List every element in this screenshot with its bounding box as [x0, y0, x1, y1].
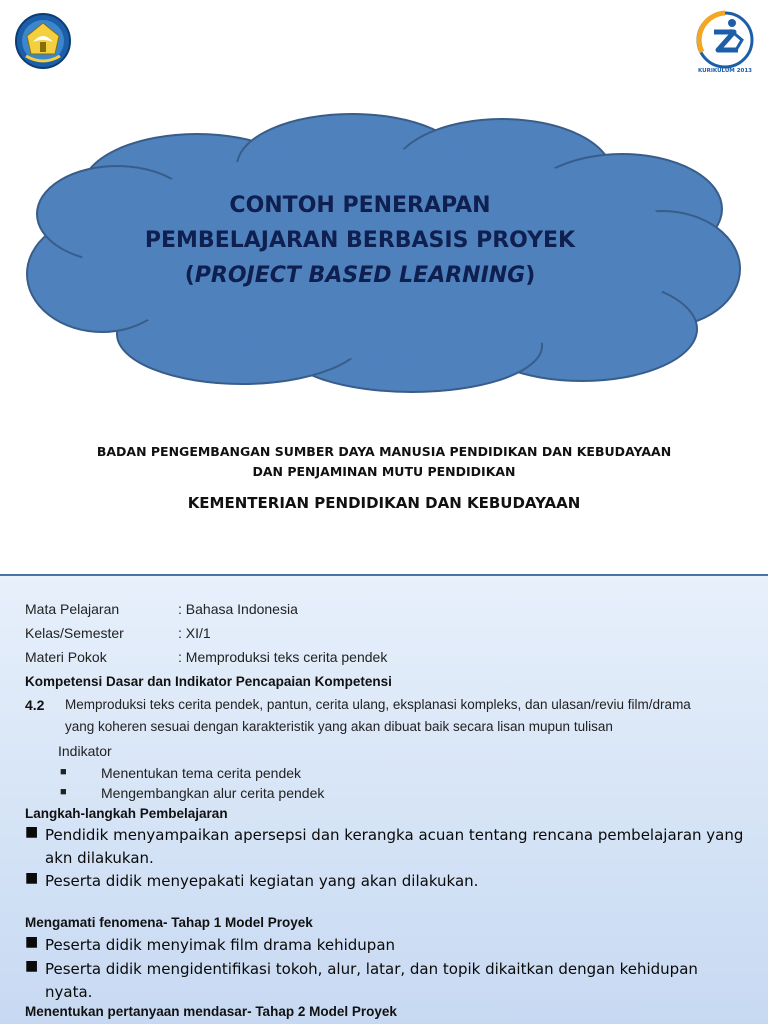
subject-label: Mata Pelajaran: [25, 601, 120, 617]
class-value: : XI/1: [178, 625, 211, 641]
phase1-text: Peserta didik menyimak film drama kehidupan: [45, 936, 396, 954]
class-label: Kelas/Semester: [25, 625, 124, 641]
agency-line-1: BADAN PENGEMBANGAN SUMBER DAYA MANUSIA PENDIDIKAN DAN KEBUDAYAAN: [96, 444, 672, 459]
topic-value: : Memproduksi teks cerita pendek: [178, 649, 388, 665]
square-bullet-icon: ■: [25, 870, 39, 886]
square-bullet-icon: ■: [60, 766, 67, 778]
kd-line-1: Memproduksi teks cerita pendek, pantun, cerita ulang, eksplanasi kompleks, dan ulasan/reviu film/drama: [65, 697, 691, 712]
topic-row: [0, 649, 768, 669]
title-paren-close: ): [525, 263, 536, 288]
title-line-1: CONTOH PENERAPAN: [229, 193, 491, 218]
agency-line-2: DAN PENJAMINAN MUTU PENDIDIKAN: [252, 464, 516, 479]
title-line-2: PEMBELAJARAN BERBASIS PROYEK: [144, 228, 576, 253]
title-italic: PROJECT BASED LEARNING: [194, 263, 526, 288]
indicator-text: Mengembangkan alur cerita pendek: [101, 785, 325, 801]
step-text: Peserta didik menyepakati kegiatan yang akan dilakukan.: [45, 872, 479, 890]
kurikulum-2013-logo-icon: [694, 10, 756, 76]
square-bullet-icon: ■: [25, 824, 39, 840]
title-line-3: [110, 258, 610, 293]
competency-heading: Kompetensi Dasar dan Indikator Pencapaian Kompetensi: [25, 674, 392, 689]
steps-heading: Langkah-langkah Pembelajaran: [25, 806, 228, 821]
subject-row: [0, 601, 768, 621]
kd-number: 4.2: [25, 697, 45, 713]
tut-wuri-handayani-emblem-icon: [14, 12, 72, 70]
indicator-label: Indikator: [58, 743, 112, 759]
square-bullet-icon: ■: [25, 934, 39, 950]
class-row: [0, 625, 768, 645]
topic-label: Materi Pokok: [25, 649, 107, 665]
lesson-page: [0, 576, 768, 1024]
phase2-heading: Menentukan pertanyaan mendasar- Tahap 2 Model Proyek: [25, 1004, 397, 1019]
square-bullet-icon: ■: [25, 958, 39, 974]
phase1-text: Peserta didik mengidentifikasi tokoh, alur, latar, dan topik dikaitkan dengan kehidupan nyata.: [45, 960, 698, 1001]
step-text: Pendidik menyampaikan apersepsi dan kerangka acuan tentang rencana pembelajaran yang akn dilakukan.: [45, 826, 744, 867]
phase1-heading: Mengamati fenomena- Tahap 1 Model Proyek: [25, 915, 313, 930]
kd-line-2: yang koheren sesuai dengan karakteristik yang akan dibuat baik secara lisan mupun tulisan: [65, 719, 613, 734]
square-bullet-icon: ■: [60, 786, 67, 798]
ministry-name: KEMENTERIAN PENDIDIKAN DAN KEBUDAYAAN: [187, 494, 581, 512]
page-title: [110, 188, 610, 293]
title-paren-open: (: [184, 263, 195, 288]
subject-value: : Bahasa Indonesia: [178, 601, 298, 617]
kurikulum-logo-text: KURIKULUM 2013: [697, 68, 753, 74]
indicator-text: Menentukan tema cerita pendek: [101, 765, 302, 781]
